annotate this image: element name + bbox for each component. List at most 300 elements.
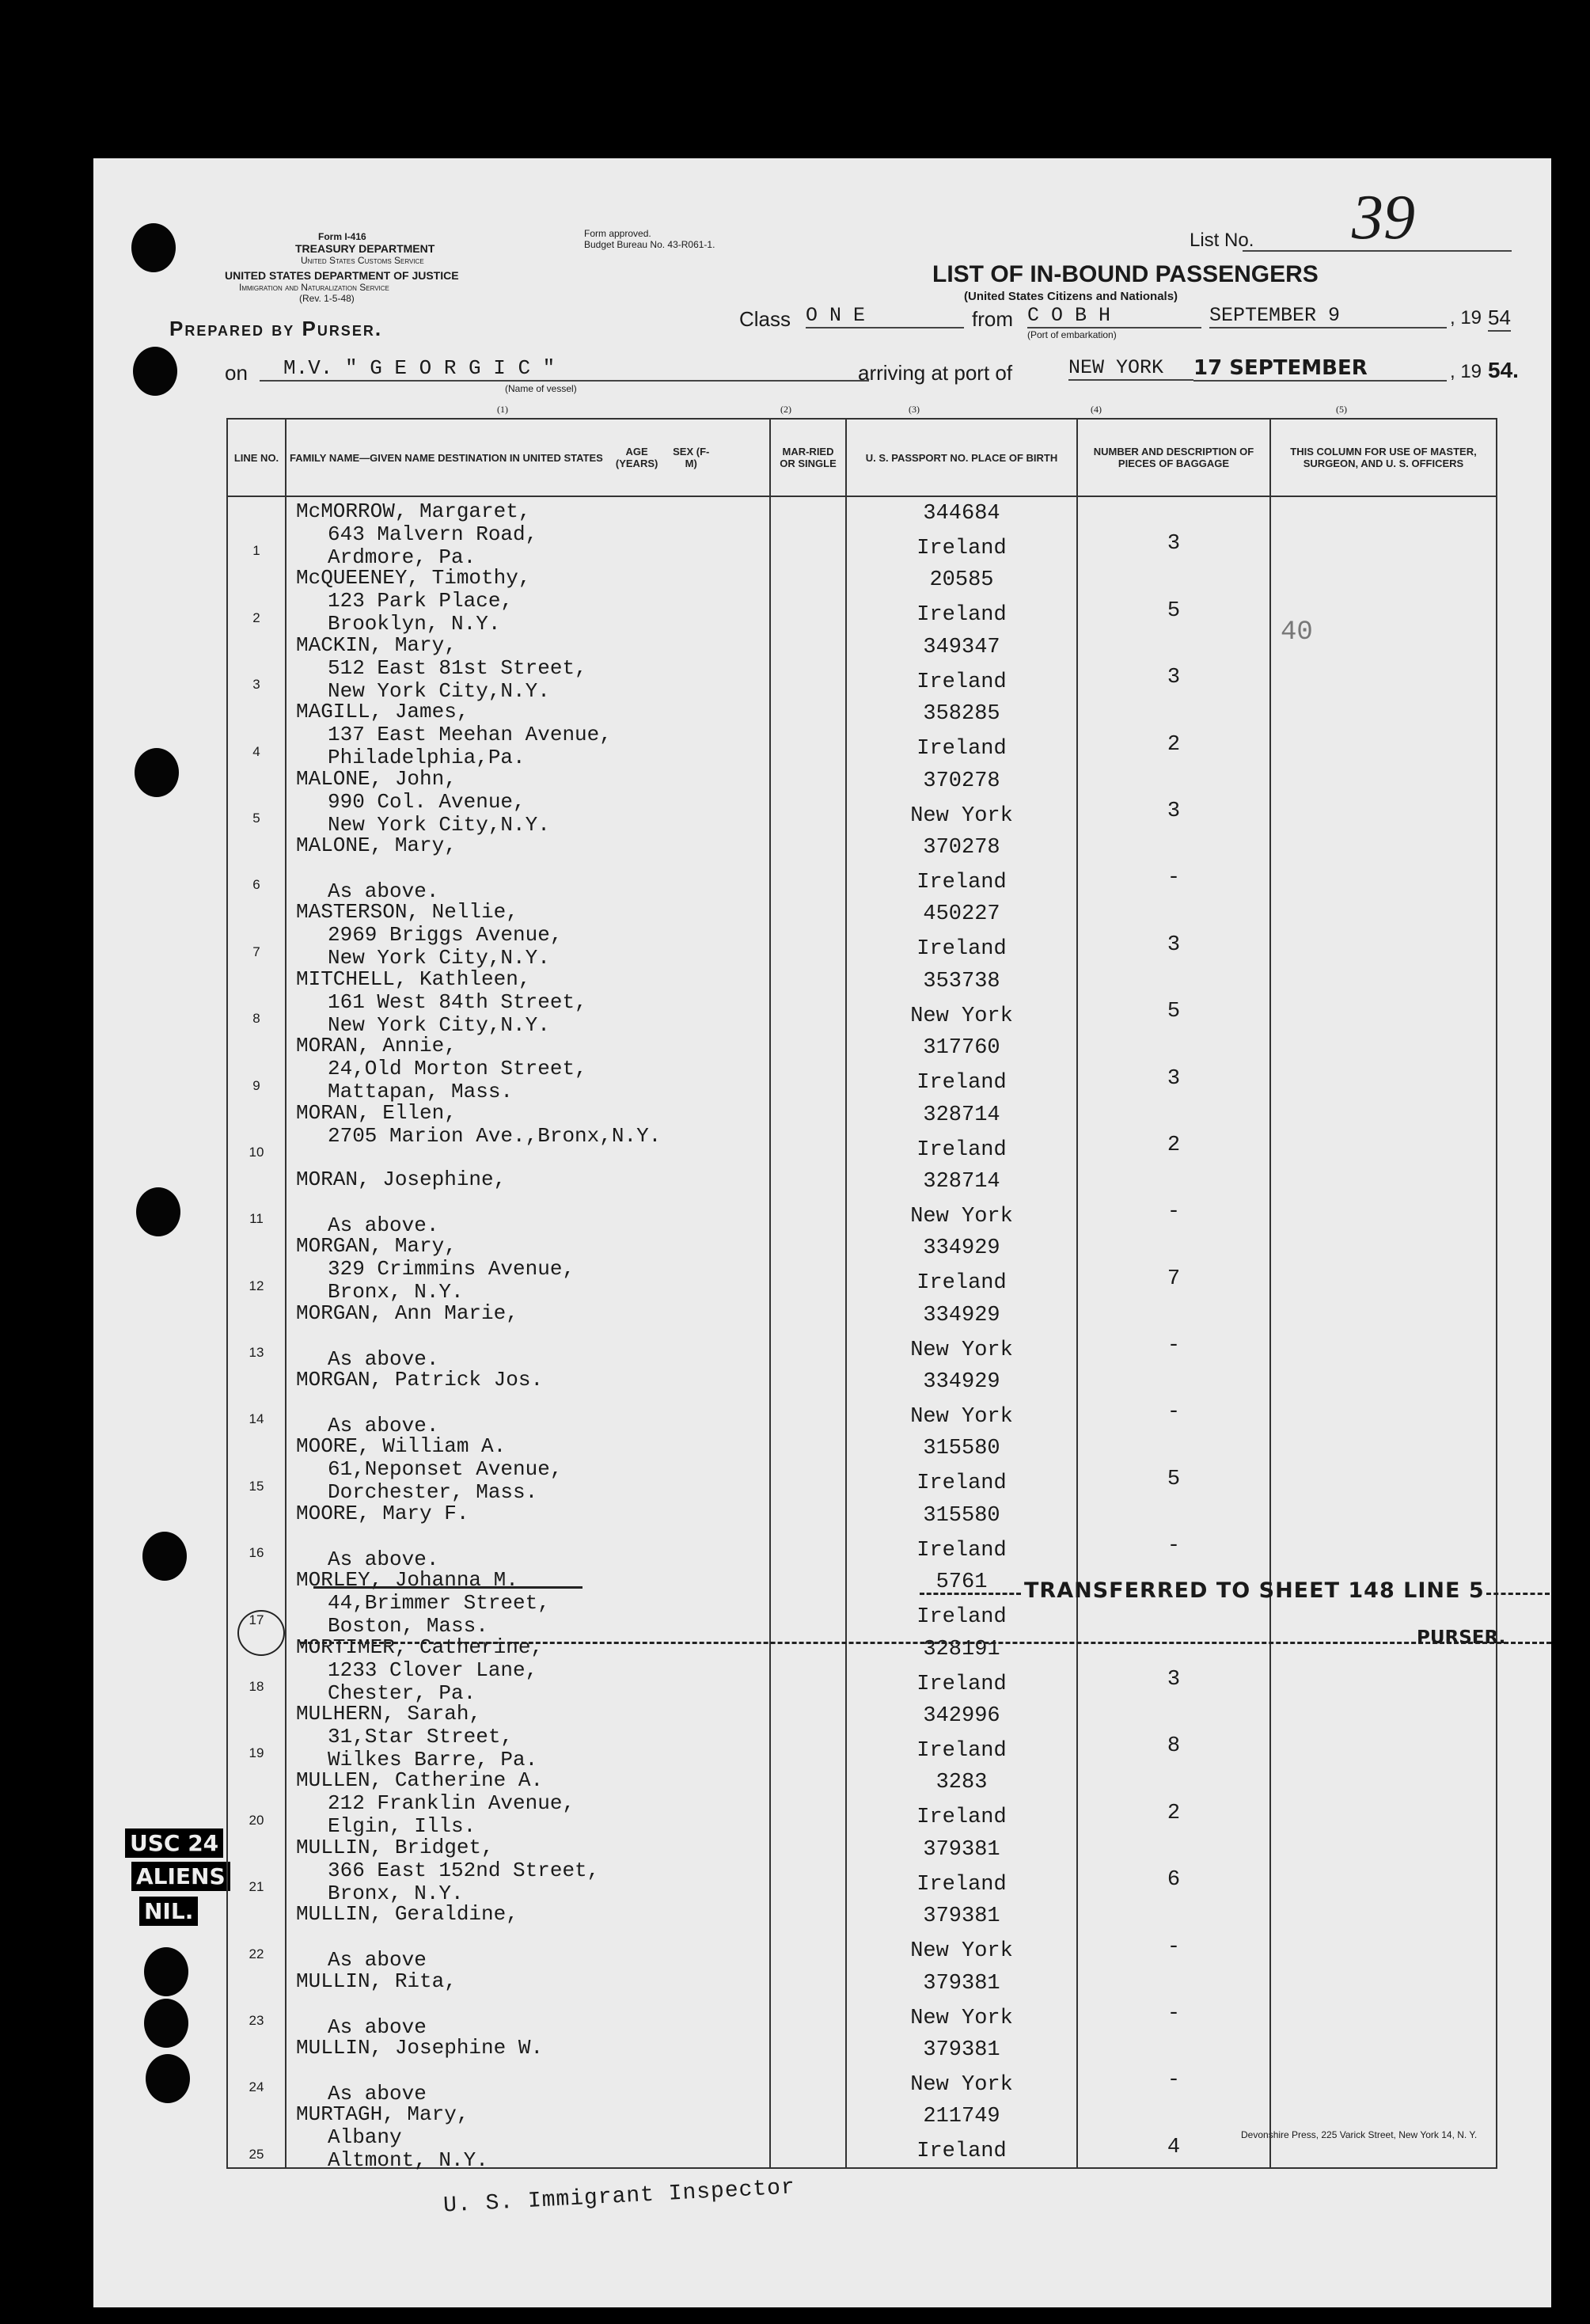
line-cell	[227, 1833, 286, 1900]
place-of-birth: Ireland	[916, 1538, 1007, 1563]
baggage-cell	[1077, 631, 1270, 697]
baggage-count: -	[1167, 1400, 1181, 1425]
address-line-2: As above	[328, 1948, 427, 1973]
line-cell	[227, 1031, 286, 1098]
baggage-count: -	[1167, 1935, 1181, 1959]
passport-cell	[846, 1031, 1077, 1098]
married-cell	[770, 1967, 846, 2034]
name-cell	[286, 1432, 770, 1505]
place-of-birth: New York	[910, 1338, 1013, 1362]
line-cell	[227, 1099, 286, 1165]
place-of-birth: Ireland	[916, 1271, 1007, 1296]
table-row	[227, 564, 1497, 630]
place-of-birth: Ireland	[916, 737, 1007, 761]
place-of-birth: Ireland	[916, 670, 1007, 694]
punch-hole	[131, 223, 176, 272]
address-line-1: 990 Col. Avenue,	[328, 789, 526, 814]
baggage-cell	[1077, 1299, 1270, 1365]
line-number: 21	[249, 1879, 264, 1895]
justice-dept: UNITED STATES DEPARTMENT OF JUSTICE	[225, 269, 459, 282]
line-number: 9	[252, 1077, 260, 1093]
baggage-cell	[1077, 1165, 1270, 1232]
passenger-name: MULLIN, Geraldine,	[296, 1902, 518, 1927]
name-cell	[286, 496, 770, 569]
address-line-1	[296, 1191, 506, 1214]
officer-cell	[1270, 1232, 1497, 1298]
passport-number: 342996	[923, 1704, 1000, 1729]
address-line-2: Brooklyn, N.Y.	[328, 612, 501, 636]
passport-number: 370278	[923, 769, 1000, 793]
table-row	[227, 831, 1497, 898]
name-cell	[286, 1566, 770, 1639]
officer-cell	[1270, 631, 1497, 697]
officer-cell	[1270, 1967, 1497, 2034]
baggage-count: 3	[1167, 532, 1181, 556]
passport-cell	[846, 697, 1077, 764]
list-no-label: List No.	[1190, 230, 1254, 251]
punch-hole	[144, 1947, 188, 1996]
address-line-2: New York City,N.Y.	[328, 1012, 550, 1037]
table-row	[227, 2100, 1497, 2167]
passenger-name: McQUEENEY, Timothy,	[296, 566, 531, 590]
treasury-dept: TREASURY DEPARTMENT	[295, 242, 435, 255]
table-row	[227, 2034, 1497, 2100]
married-cell	[770, 1566, 846, 1632]
embark-year: 54	[1488, 306, 1511, 332]
name-cell	[286, 965, 770, 1037]
passport-cell	[846, 898, 1077, 964]
passport-number: 3283	[935, 1771, 988, 1795]
address-line-1: 212 Franklin Avenue,	[328, 1791, 575, 1816]
passport-number: 211749	[923, 2105, 1000, 2129]
passport-number: 328714	[923, 1103, 1000, 1127]
address-line-2: Ardmore, Pa.	[328, 545, 476, 569]
address-line-2: Chester, Pa.	[328, 1680, 476, 1705]
form-number: Form I-416	[318, 231, 366, 242]
address-line-1: 2705 Marion Ave.,Bronx,N.Y.	[328, 1123, 662, 1148]
married-cell	[770, 631, 846, 697]
line-number: 3	[252, 677, 260, 693]
list-no-handwritten: 39	[1352, 183, 1415, 253]
line-number: 7	[252, 944, 260, 959]
passenger-name: MORAN, Ellen,	[296, 1100, 457, 1125]
officer-cell	[1270, 1365, 1497, 1432]
place-of-birth: Ireland	[916, 1739, 1007, 1764]
line-number: 25	[249, 2146, 264, 2162]
passenger-name: MULLEN, Catherine A.	[296, 1768, 544, 1793]
table-row	[227, 631, 1497, 697]
address-line-2: Mattapan, Mass.	[328, 1080, 514, 1104]
passport-cell	[846, 1967, 1077, 2034]
table-row	[227, 1031, 1497, 1098]
col-age-label: AGE (YEARS)	[615, 446, 658, 469]
name-cell	[286, 1766, 770, 1839]
address-line-1	[296, 1926, 518, 1949]
name-cell	[286, 1967, 770, 2039]
line-cell	[227, 2100, 286, 2167]
line-number: 19	[249, 1745, 264, 1761]
name-cell	[286, 898, 770, 970]
baggage-count: -	[1167, 866, 1181, 890]
transfer-dash-left	[920, 1593, 1021, 1595]
from-value: C O B H	[1027, 304, 1201, 328]
col-line: LINE NO.	[227, 419, 286, 496]
baggage-cell	[1077, 1967, 1270, 2034]
married-cell	[770, 1432, 846, 1498]
line-cell	[227, 831, 286, 898]
address-line-2: As above	[328, 2081, 427, 2106]
line-number: 24	[249, 2079, 264, 2095]
baggage-cell	[1077, 2034, 1270, 2100]
passenger-name: MORAN, Josephine,	[296, 1167, 507, 1191]
passport-number: 379381	[923, 2037, 1000, 2062]
address-line-2: Dorchester, Mass.	[328, 1480, 538, 1505]
address-line-1: 329 Crimmins Avenue,	[328, 1257, 575, 1282]
passenger-name: MALONE, Mary,	[296, 833, 457, 857]
officer-cell	[1270, 1299, 1497, 1365]
address-line-2: Boston, Mass.	[328, 1614, 488, 1639]
place-of-birth: New York	[910, 1004, 1013, 1028]
line-cell	[227, 1499, 286, 1566]
table-row	[227, 1900, 1497, 1966]
usc-note: USC 24	[125, 1828, 223, 1858]
passport-number: 315580	[923, 1503, 1000, 1528]
passport-number: 20585	[929, 568, 994, 593]
place-of-birth: Ireland	[916, 1806, 1007, 1830]
baggage-cell	[1077, 1099, 1270, 1165]
address-line-1	[296, 2060, 543, 2083]
place-of-birth: Ireland	[916, 1605, 1007, 1630]
officer-cell	[1270, 1699, 1497, 1766]
baggage-cell	[1077, 1365, 1270, 1432]
class-value: O N E	[806, 304, 964, 328]
address-line-1: Albany	[328, 2125, 402, 2150]
punch-hole	[142, 1532, 187, 1581]
baggage-count: 2	[1167, 1801, 1181, 1825]
line-cell	[227, 631, 286, 697]
strike-line	[313, 1586, 582, 1589]
address-line-1: 24,Old Morton Street,	[328, 1057, 587, 1081]
address-line-1	[296, 1392, 543, 1415]
ins-service: Immigration and Naturalization Service	[239, 282, 389, 293]
baggage-cell	[1077, 1900, 1270, 1966]
printer-imprint: Devonshire Press, 225 Varick Street, New York 14, N. Y.	[1241, 2129, 1478, 2140]
baggage-cell	[1077, 496, 1270, 564]
officer-cell	[1270, 1499, 1497, 1566]
address-line-2: As above.	[328, 1414, 439, 1438]
baggage-cell	[1077, 1766, 1270, 1832]
line-number: 12	[249, 1278, 264, 1293]
name-cell	[286, 1299, 770, 1371]
officer-cell	[1270, 965, 1497, 1031]
married-cell	[770, 1365, 846, 1432]
name-cell	[286, 1365, 770, 1438]
place-of-birth: New York	[910, 1939, 1013, 1964]
line-number: 23	[249, 2012, 264, 2028]
baggage-count: 6	[1167, 1868, 1181, 1893]
officer-cell	[1270, 898, 1497, 964]
passenger-name: MALONE, John,	[296, 766, 457, 791]
address-line-2: Philadelphia,Pa.	[328, 746, 526, 770]
passport-number: 334929	[923, 1370, 1000, 1395]
line-cell	[227, 1232, 286, 1298]
baggage-count: -	[1167, 1334, 1181, 1358]
aliens-note: ALIENS	[131, 1862, 230, 1891]
form-approved: Form approved.	[584, 228, 651, 239]
baggage-cell	[1077, 1432, 1270, 1498]
line-cell	[227, 765, 286, 831]
punch-hole	[146, 2054, 190, 2103]
baggage-cell	[1077, 1833, 1270, 1900]
officer-cell	[1270, 2034, 1497, 2100]
nil-note: NIL.	[139, 1897, 198, 1926]
line-number: 14	[249, 1411, 264, 1427]
married-cell	[770, 1900, 846, 1966]
passport-number: 5761	[935, 1570, 988, 1595]
col-passport: U. S. PASSPORT NO. PLACE OF BIRTH	[846, 419, 1077, 496]
baggage-count: 3	[1167, 1668, 1181, 1692]
officer-cell	[1270, 1432, 1497, 1498]
inspector-stamp: U. S. Immigrant Inspector	[442, 2175, 796, 2219]
passport-cell	[846, 1299, 1077, 1365]
transfer-dash-right	[1486, 1593, 1550, 1595]
line-number: 10	[249, 1144, 264, 1160]
officer-cell	[1270, 697, 1497, 764]
married-cell	[770, 1099, 846, 1165]
address-line-1: 512 East 81st Street,	[328, 655, 587, 680]
address-line-1: 123 Park Place,	[328, 589, 514, 613]
baggage-count: 5	[1167, 1000, 1181, 1024]
table-row	[227, 1099, 1497, 1165]
table-header-row	[227, 419, 1497, 496]
table-row	[227, 1365, 1497, 1432]
place-of-birth: Ireland	[916, 1137, 1007, 1162]
passenger-name: MORLEY, Johanna M.	[296, 1568, 518, 1593]
passport-cell	[846, 1165, 1077, 1232]
name-cell	[286, 2034, 770, 2106]
officer-cell	[1270, 564, 1497, 630]
baggage-cell	[1077, 1699, 1270, 1766]
baggage-count: -	[1167, 1534, 1181, 1559]
married-cell	[770, 1499, 846, 1566]
passenger-table	[226, 418, 1497, 2173]
punch-hole	[136, 1187, 180, 1236]
passport-number: 315580	[923, 1437, 1000, 1461]
line-cell	[227, 697, 286, 764]
col-name	[286, 419, 770, 496]
address-line-2: As above.	[328, 1346, 439, 1371]
name-cell	[286, 1833, 770, 1905]
address-line-1	[296, 1993, 457, 2016]
passenger-name: MORTIMER, Catherine,	[296, 1635, 544, 1659]
col-sex-label: SEX (F-M)	[673, 446, 710, 469]
place-of-birth: Ireland	[916, 1872, 1007, 1897]
line-cell	[227, 1365, 286, 1432]
place-of-birth: Ireland	[916, 603, 1007, 628]
vessel-name: M.V. " G E O R G I C "	[260, 356, 869, 382]
col-num-2: (2)	[780, 404, 791, 415]
officer-cell	[1270, 765, 1497, 831]
married-cell	[770, 697, 846, 764]
baggage-count: 7	[1167, 1266, 1181, 1291]
baggage-count: 3	[1167, 1066, 1181, 1091]
baggage-cell	[1077, 1499, 1270, 1566]
passport-cell	[846, 631, 1077, 697]
address-line-2: Wilkes Barre, Pa.	[328, 1748, 538, 1772]
passport-number: 334929	[923, 1236, 1000, 1261]
passport-number: 370278	[923, 835, 1000, 860]
line-number: 5	[252, 810, 260, 826]
passenger-name: MULLIN, Bridget,	[296, 1835, 494, 1859]
punch-hole	[135, 748, 179, 797]
passport-cell	[846, 1499, 1077, 1566]
baggage-cell	[1077, 965, 1270, 1031]
passenger-name: MORAN, Annie,	[296, 1034, 457, 1058]
passenger-name: MULLIN, Rita,	[296, 1969, 457, 1993]
passport-cell	[846, 2034, 1077, 2100]
place-of-birth: Ireland	[916, 1071, 1007, 1096]
arrive-year-prefix: , 19	[1450, 361, 1482, 382]
table-row	[227, 1833, 1497, 1900]
baggage-count: 3	[1167, 932, 1181, 957]
table-row	[227, 1499, 1497, 1566]
place-of-birth: Ireland	[916, 1672, 1007, 1696]
officer-cell	[1270, 1833, 1497, 1900]
baggage-count: 5	[1167, 598, 1181, 623]
passport-number: 317760	[923, 1036, 1000, 1061]
married-cell	[770, 564, 846, 630]
passport-cell	[846, 1833, 1077, 1900]
passport-cell	[846, 1900, 1077, 1966]
officer-cell	[1270, 496, 1497, 564]
passport-cell	[846, 1766, 1077, 1832]
passenger-name: MURTAGH, Mary,	[296, 2102, 469, 2127]
col-num-5: (5)	[1336, 404, 1347, 415]
address-line-1	[296, 857, 457, 880]
married-cell	[770, 1833, 846, 1900]
place-of-birth: Ireland	[916, 1471, 1007, 1496]
passport-cell	[846, 831, 1077, 898]
transfer-note: TRANSFERRED TO SHEET 148 LINE 5	[1024, 1578, 1485, 1603]
officer-cell	[1270, 831, 1497, 898]
name-cell	[286, 631, 770, 703]
officer-mark: 40	[1281, 617, 1313, 647]
address-line-1: 161 West 84th Street,	[328, 989, 587, 1014]
baggage-cell	[1077, 1031, 1270, 1098]
line-number: 4	[252, 743, 260, 759]
line-17-circle	[237, 1610, 285, 1656]
passport-number: 379381	[923, 1837, 1000, 1862]
table-row	[227, 1432, 1497, 1498]
passport-number: 450227	[923, 902, 1000, 927]
arrive-date: 17 SEPTEMBER	[1193, 356, 1447, 382]
officer-cell	[1270, 1031, 1497, 1098]
table-row	[227, 1699, 1497, 1766]
line-number: 6	[252, 877, 260, 893]
passport-number: 344684	[923, 502, 1000, 526]
purser-label: PURSER.	[1417, 1627, 1506, 1648]
married-cell	[770, 496, 846, 564]
class-label: Class	[739, 307, 791, 331]
address-line-2: Altmont, N.Y.	[328, 2148, 488, 2173]
prepared-by: Prepared by Purser.	[169, 317, 383, 340]
passport-cell	[846, 1365, 1077, 1432]
table-row	[227, 965, 1497, 1031]
col-officers: THIS COLUMN FOR USE OF MASTER, SURGEON, AND U. S. OFFICERS	[1270, 419, 1497, 496]
name-cell	[286, 1900, 770, 1973]
punch-hole	[133, 347, 177, 396]
married-cell	[770, 765, 846, 831]
line-cell	[227, 1165, 286, 1232]
table-row	[227, 765, 1497, 831]
line-number: 22	[249, 1946, 264, 1961]
from-label: from	[972, 307, 1013, 331]
name-cell	[286, 1165, 770, 1237]
passport-number: 328714	[923, 1169, 1000, 1194]
passport-number: 334929	[923, 1303, 1000, 1327]
married-cell	[770, 1031, 846, 1098]
baggage-count: -	[1167, 2068, 1181, 2093]
table-row	[227, 1299, 1497, 1365]
vessel-label: (Name of vessel)	[505, 383, 577, 394]
baggage-cell	[1077, 1232, 1270, 1298]
place-of-birth: Ireland	[916, 2140, 1007, 2164]
baggage-count: 3	[1167, 799, 1181, 823]
passenger-name: MULLIN, Josephine W.	[296, 2035, 544, 2060]
married-cell	[770, 965, 846, 1031]
line-number: 1	[252, 543, 260, 559]
arrive-port: NEW YORK	[1068, 356, 1193, 381]
revision: (Rev. 1-5-48)	[299, 293, 355, 304]
address-line-1: 44,Brimmer Street,	[328, 1591, 550, 1616]
officer-cell	[1270, 1900, 1497, 1966]
form-subtitle: (United States Citizens and Nationals)	[964, 290, 1178, 303]
col-name-label: FAMILY NAME—GIVEN NAME DESTINATION IN UNITED STATES	[290, 451, 603, 464]
name-cell	[286, 831, 770, 903]
baggage-count: 2	[1167, 1133, 1181, 1157]
line-cell	[227, 2034, 286, 2100]
address-line-1: 137 East Meehan Avenue,	[328, 723, 612, 747]
form-title: LIST OF IN-BOUND PASSENGERS	[932, 261, 1319, 287]
place-of-birth: New York	[910, 1204, 1013, 1228]
baggage-count: 4	[1167, 2135, 1181, 2159]
embark-year-prefix: , 19	[1450, 307, 1482, 328]
col-num-1: (1)	[497, 404, 508, 415]
passenger-name: MASTERSON, Nellie,	[296, 900, 518, 925]
address-line-1: 2969 Briggs Avenue,	[328, 923, 563, 947]
address-line-1: 643 Malvern Road,	[328, 522, 538, 546]
passenger-name: McMORROW, Margaret,	[296, 499, 531, 523]
arriving-label: arriving at port of	[858, 361, 1013, 385]
address-line-1: 31,Star Street,	[328, 1725, 514, 1749]
table-row	[227, 1232, 1497, 1298]
punch-hole	[144, 1999, 188, 2048]
place-of-birth: New York	[910, 1405, 1013, 1430]
passport-number: 379381	[923, 1971, 1000, 1996]
passport-cell	[846, 564, 1077, 630]
married-cell	[770, 831, 846, 898]
address-line-2: As above.	[328, 1547, 439, 1571]
table-row	[227, 1967, 1497, 2034]
address-line-1: 366 East 152nd Street,	[328, 1858, 600, 1882]
table-row	[227, 898, 1497, 964]
line-number: 20	[249, 1812, 264, 1828]
passport-cell	[846, 1432, 1077, 1498]
embark-label: (Port of embarkation)	[1027, 329, 1117, 340]
address-line-1	[296, 1525, 469, 1548]
transfer-dash-bottom	[301, 1642, 1551, 1644]
name-cell	[286, 697, 770, 770]
